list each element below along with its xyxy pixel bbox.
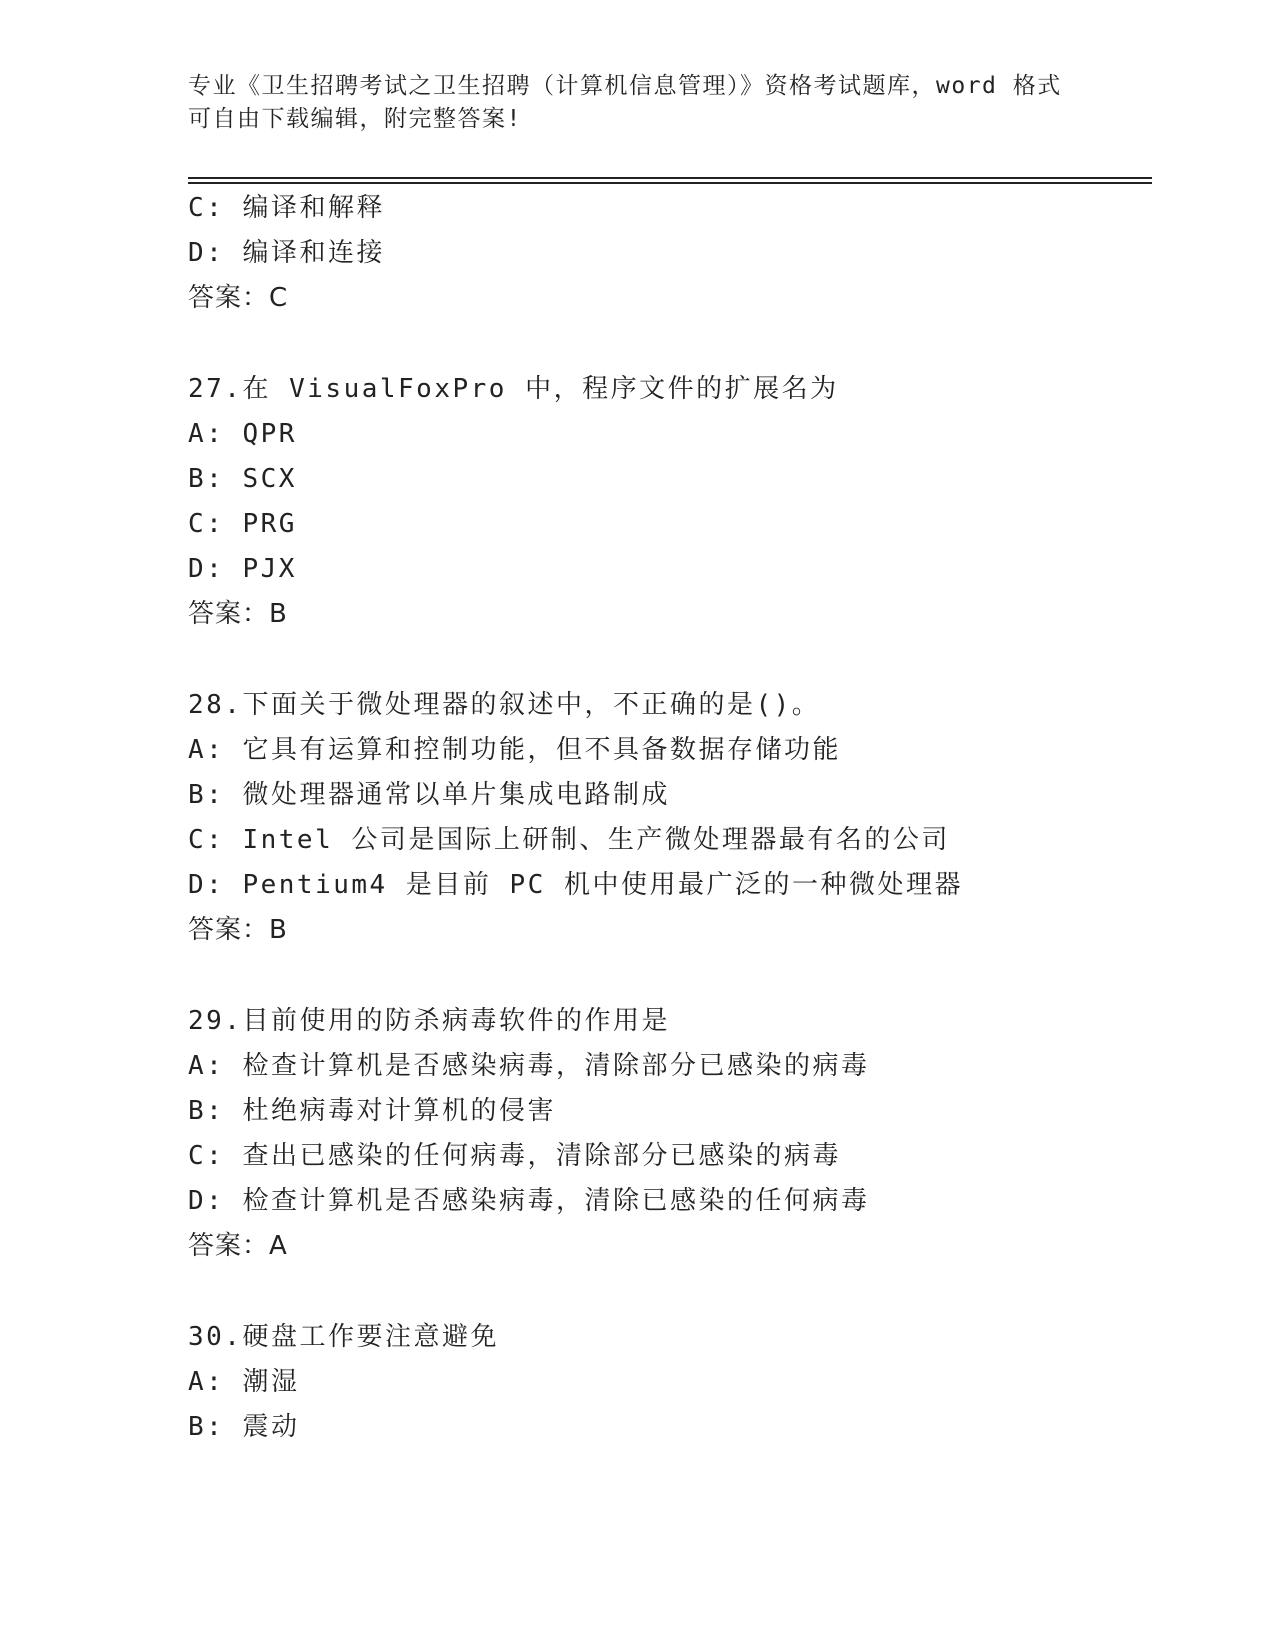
q29-option-b: B: 杜绝病毒对计算机的侵害 [188, 1096, 556, 1126]
q28-option-b: B: 微处理器通常以单片集成电路制成 [188, 780, 670, 810]
q28-option-a: A: 它具有运算和控制功能，但不具备数据存储功能 [188, 735, 841, 765]
q26-option-d: D: 编译和连接 [188, 238, 385, 268]
q28-stem: 28.下面关于微处理器的叙述中，不正确的是()。 [188, 690, 821, 720]
q28-answer: 答案：B [188, 915, 288, 945]
q29-option-d: D: 检查计算机是否感染病毒，清除已感染的任何病毒 [188, 1186, 870, 1216]
q29-stem: 29.目前使用的防杀病毒软件的作用是 [188, 1006, 670, 1036]
q30-option-b: B: 震动 [188, 1412, 300, 1442]
q27-option-b: B: SCX [188, 464, 297, 494]
q27-option-a: A: QPR [188, 419, 297, 449]
document-header [188, 70, 1088, 136]
q30-stem: 30.硬盘工作要注意避免 [188, 1322, 499, 1352]
q27-answer: 答案：B [188, 599, 288, 629]
header-divider-bottom [188, 182, 1152, 184]
q29-option-a: A: 检查计算机是否感染病毒，清除部分已感染的病毒 [188, 1051, 870, 1081]
q28-option-c: C: Intel 公司是国际上研制、生产微处理器最有名的公司 [188, 825, 950, 855]
q27-stem: 27.在 VisualFoxPro 中，程序文件的扩展名为 [188, 374, 839, 404]
q28-option-d: D: Pentium4 是目前 PC 机中使用最广泛的一种微处理器 [188, 870, 963, 900]
q30-option-a: A: 潮湿 [188, 1367, 300, 1397]
q26-option-c: C: 编译和解释 [188, 193, 385, 223]
q29-option-c: C: 查出已感染的任何病毒，清除部分已感染的病毒 [188, 1141, 841, 1171]
header-line-1: 专业《卫生招聘考试之卫生招聘（计算机信息管理）》资格考试题库，word 格式 [188, 73, 1062, 99]
q27-option-c: C: PRG [188, 509, 297, 539]
header-line-2: 可自由下载编辑，附完整答案! [188, 106, 522, 132]
q26-answer: 答案：C [188, 283, 289, 313]
q27-option-d: D: PJX [188, 554, 297, 584]
q29-answer: 答案：A [188, 1231, 288, 1261]
header-divider-top [188, 177, 1152, 179]
